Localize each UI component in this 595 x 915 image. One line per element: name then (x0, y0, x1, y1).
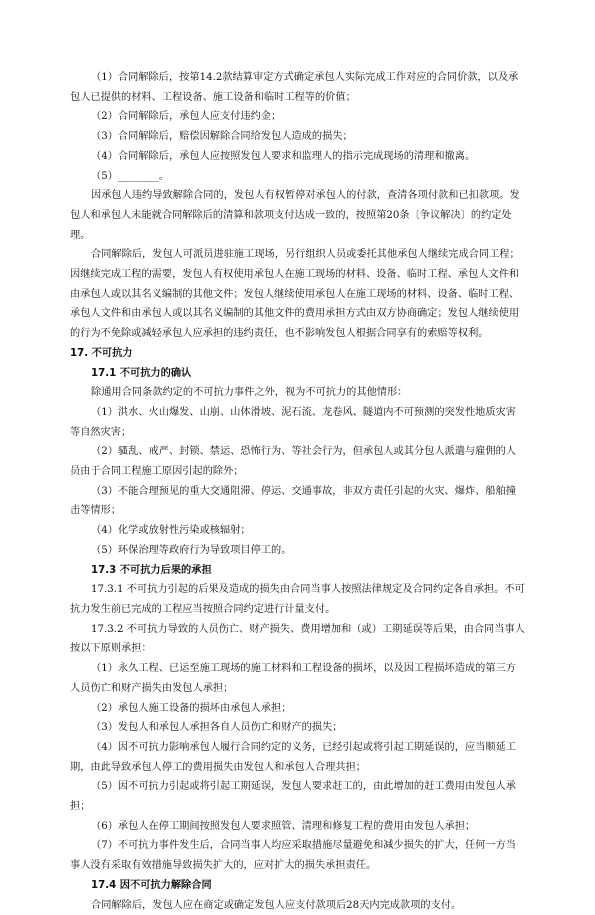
subsection-heading-17-1: 17.1 不可抗力的确认 (91, 367, 192, 379)
subsection-heading-17-3: 17.3 不可抗力后果的承担 (91, 564, 212, 576)
list-item-17-1-4: （4）化学或放射性污染或核辐射； (91, 525, 251, 537)
list-item-17-3-4: （4）因不可抗力影响承包人履行合同约定的义务，已经引起或将引起工期延误的，应当顺延工期，由此导致承包人停工的费用损失由发包人和承包人合理共担； (70, 741, 517, 773)
clause-item-5: （5）________。 (91, 170, 170, 182)
paragraph-site-takeover: 合同解除后，发包人可派员进驻施工现场，另行组织人员或委托其他承包人继续完成合同工程；因继续完成工程的需要，发包人有权使用承包人在施工现场的材料、设备、临时工程、承包人文件和由承包人或以其名义编制的其他文件；发包人继续使用承包人在施工现场的材料、设备、临时工程、承包人文件和由承包人或以其名义编制的其他文件的费用承担方式由双方协商确定；发包人继续使用的行为不免除或减轻承包人应承担的违约责任，也不影响发包人根据合同享有的索赔等权利。 (70, 249, 520, 340)
list-item-17-1-2: （2）骚乱、戒严、封锁、禁运、恐怖行为、等社会行为，但承包人或其分包人派遣与雇佣的人员由于合同工程施工原因引起的除外； (70, 446, 517, 478)
clause-item-1: （1）合同解除后，按第14.2款结算审定方式确定承包人实际完成工作对应的合同价款，以及承包人已提供的材料、工程设备、施工设备和临时工程等的价值； (70, 72, 519, 103)
list-item-17-3-6: （6）承包人在停工期间按照发包人要求照管、清理和修复工程的费用由发包人承担； (91, 820, 476, 832)
paragraph-payment-suspension: 因承包人违约导致解除合同的，发包人有权暂停对承包人的付款，查清各项付款和已扣款项。发包人和承包人未能就合同解除后的清算和款项支付达成一致的，按照第20条〔争议解决〕的约定处理。 (70, 190, 520, 241)
clause-item-3: （3）合同解除后，赔偿因解除合同给发包人造成的损失； (91, 131, 353, 143)
list-item-17-1-1: （1）洪水、火山爆发、山崩、山体滑坡、泥石流、龙卷风、隧道内不可预测的突发性地质灾害等自然灾害； (70, 406, 517, 438)
paragraph-17-1-intro: 除通用合同条款约定的不可抗力事件之外，视为不可抗力的其他情形： (91, 387, 408, 399)
clause-item-4: （4）合同解除后，承包人应按照发包人要求和监理人的指示完成现场的清理和撤离。 (91, 150, 476, 162)
paragraph-17-3-2: 17.3.2 不可抗力导致的人员伤亡、财产损失、费用增加和（或）工期延误等后果，由合同当事人按以下原则承担： (70, 623, 525, 655)
list-item-17-3-3: （3）发包人和承包人承担各自人员伤亡和财产的损失； (91, 722, 343, 734)
section-heading-force-majeure: 17. 不可抗力 (70, 347, 133, 359)
list-item-17-1-5: （5）环保治理等政府行为导致项目停工的。 (91, 544, 292, 556)
subsection-heading-17-4: 17.4 因不可抗力解除合同 (91, 879, 212, 891)
document-body (70, 68, 526, 915)
list-item-17-1-3: （3）不能合理预见的重大交通阻滞、停运、交通事故，非双方责任引起的火灾、爆炸、船舶撞击等情形； (70, 485, 517, 517)
paragraph-17-4: 合同解除后，发包人应在商定或确定发包人应支付款项后28天内完成款项的支付。 (91, 899, 462, 911)
list-item-17-3-7: （7）不可抗力事件发生后，合同当事人均应采取措施尽量避免和减少损失的扩大，任何一方当事人没有采取有效措施导致损失扩大的，应对扩大的损失承担责任。 (70, 840, 517, 872)
clause-item-2: （2）合同解除后，承包人应支付违约金； (91, 111, 282, 123)
list-item-17-3-5: （5）因不可抗力引起或将引起工期延误，发包人要求赶工的，由此增加的赶工费用由发包人承担； (70, 781, 517, 813)
list-item-17-3-1: （1）永久工程、已运至施工现场的施工材料和工程设备的损坏，以及因工程损坏造成的第三方人员伤亡和财产损失由发包人承担； (70, 663, 517, 694)
paragraph-17-3-1: 17.3.1 不可抗力引起的后果及造成的损失由合同当事人按照法律规定及合同约定各自承担。不可抗力发生前已完成的工程应当按照合同约定进行计量支付。 (70, 584, 525, 615)
list-item-17-3-2: （2）承包人施工设备的损坏由承包人承担； (91, 702, 292, 714)
